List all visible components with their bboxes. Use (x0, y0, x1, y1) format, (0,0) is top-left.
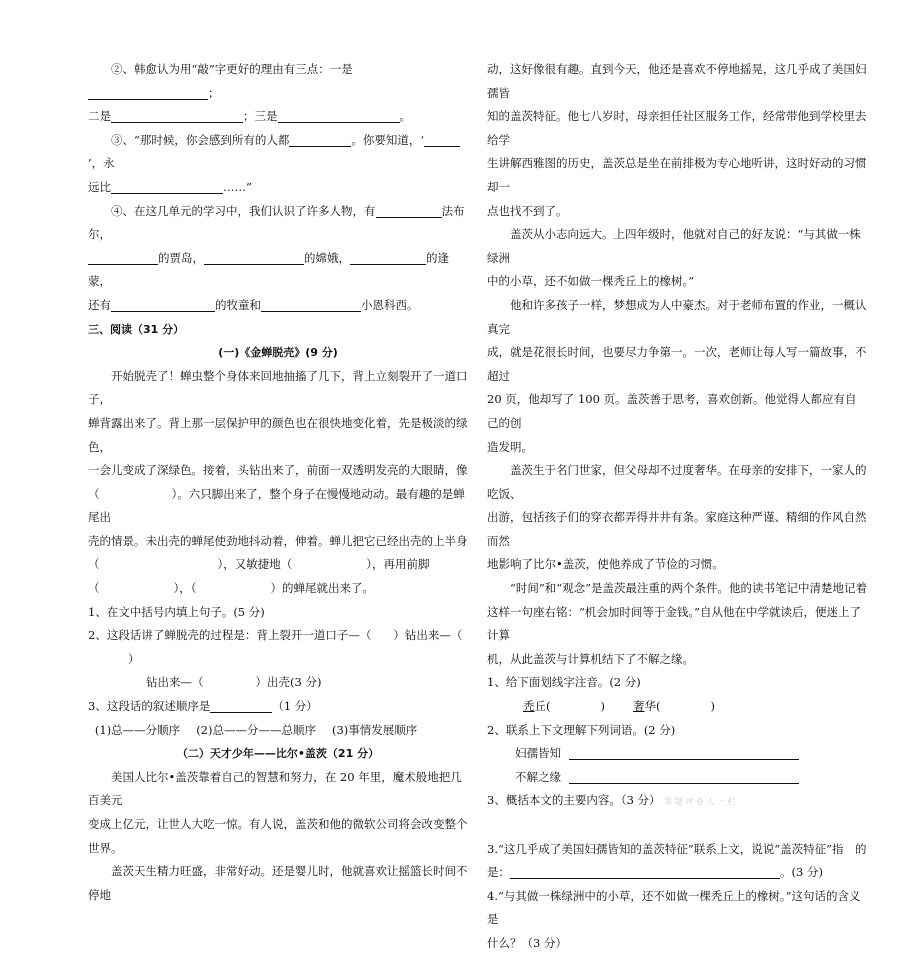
fill-paren[interactable] (204, 675, 256, 689)
passage1-line: 开始脱壳了！蝉虫整个身体来回地抽搐了几下，背上立刻裂开了一道口子， (88, 368, 468, 407)
q2-semi: ； (208, 85, 220, 100)
q3-line-2 (88, 176, 468, 200)
passage2-line: 点也找不到了。 (487, 203, 568, 218)
pinyin-row (487, 695, 867, 719)
q-text: 钻出来—（ (146, 675, 204, 690)
fill-paren[interactable] (100, 487, 172, 501)
passage1-text: ）。六只脚出来了，整个身子在慢慢地动动。最有趣的是蝉尾出 (88, 486, 465, 525)
q-text: 。(3 分) (780, 865, 823, 880)
passage2-line: 知的盖茨特征。他七八岁时，母亲担任社区服务工作，经常带他到学校里去给学 (487, 109, 867, 147)
answer-blank[interactable] (278, 108, 400, 123)
q-text: ） (128, 651, 140, 666)
p2-question-3b-2 (487, 861, 867, 885)
q4-text-d: 的嫦娥， (304, 250, 350, 265)
passage1-text: ）的蝉尾就出来了。 (270, 581, 374, 596)
passage1-text: ），（ (173, 581, 197, 596)
term-row (487, 742, 867, 766)
answer-blank[interactable] (88, 250, 158, 265)
p2-question-3b: 3.“这几乎成了美国妇孺皆知的盖茨特征”联系上文，说说“盖茨特征”指 的 (487, 841, 867, 856)
faint-watermark: 第 题 评 卷 人 一 栏 (664, 797, 736, 807)
q-text: 3、这段话的叙述顺序是 (88, 699, 211, 714)
word-2: 华( (644, 699, 661, 714)
option-2[interactable]: (2)总——分——总顺序 (196, 722, 316, 737)
underlined-char: 奢 (633, 699, 645, 714)
answer-blank[interactable] (111, 179, 223, 194)
q3-line (88, 129, 468, 176)
answer-blank[interactable] (261, 297, 361, 312)
word-1: 丘( (534, 699, 551, 714)
passage1-title: (一)《金蝉脱壳》(9 分) (218, 346, 338, 360)
passage2-line: 变成上亿元，让世人大吃一惊。有人说，盖茨和他的微软公司将会改变整个世界。 (88, 817, 468, 855)
passage1-text: ），再用前脚 (366, 557, 430, 572)
answer-blank[interactable] (88, 85, 208, 100)
answer-blank[interactable] (510, 864, 780, 879)
q4-text-e: 的逢蒙， (88, 250, 449, 289)
passage2-title: （二）天才少年——比尔•盖茨（21 分） (176, 747, 380, 761)
q-text: 是： (487, 865, 510, 880)
passage1-line: 蝉背露出来了。背上那一层保护甲的颜色也在很快地变化着，先是极淡的绿色， (88, 415, 468, 454)
fill-paren[interactable] (292, 557, 366, 571)
p2-question-3 (487, 789, 867, 814)
answer-blank[interactable] (289, 132, 351, 147)
q2-line (88, 58, 468, 105)
q-text: ）出壳(3 分) (255, 675, 322, 690)
q3-text-e: ……” (223, 179, 252, 194)
q2-two: 二是 (88, 109, 111, 124)
p1-options (88, 719, 468, 743)
q4-line-2 (88, 247, 468, 294)
fill-paren[interactable] (371, 628, 393, 642)
left-column (88, 58, 468, 907)
paren-open: （ (88, 581, 100, 596)
q2-three: ；三是 (243, 109, 278, 124)
q3-text-b: 。你要知道，‘ (351, 132, 425, 147)
q2-text: ②、韩愈认为用“敲”字更好的理由有三点：一是 (111, 62, 353, 76)
p1-question-3 (88, 695, 468, 719)
paren-open: （ (88, 557, 100, 572)
answer-blank[interactable] (111, 108, 243, 123)
p2-question-4: 4.“与其做一株绿洲中的小草，还不如做一棵秃丘上的橡树。”这句话的含义是 (487, 888, 861, 927)
q-text: （1 分） (272, 699, 318, 714)
p1-question-2 (88, 624, 468, 671)
q-text: 3、概括本文的主要内容。（3 分） (487, 793, 661, 808)
q2-end: 。 (399, 109, 411, 124)
fill-paren[interactable] (197, 581, 271, 595)
underlined-char: 秃 (523, 699, 535, 714)
term-1: 妇孺皆知 (515, 746, 561, 761)
paren-open: （ (88, 486, 100, 501)
paren-close: ) (600, 699, 605, 714)
paren-close: ) (710, 699, 715, 714)
q4-line (88, 200, 468, 247)
passage2-line: “时间”和“观念”是盖茨最注重的两个条件。他的读书笔记中清楚地记着 (510, 581, 868, 596)
answer-space[interactable] (487, 814, 867, 838)
p2-question-2: 2、联系上下文理解下列词语。(2 分) (487, 722, 676, 737)
p1-question-1: 1、在文中括号内填上句子。(5 分) (88, 604, 265, 619)
answer-line[interactable] (569, 769, 799, 784)
passage2-line: 他和许多孩子一样，梦想成为人中豪杰。对于老师布置的作业，一概认真完 (487, 297, 867, 336)
answer-blank[interactable] (111, 297, 215, 312)
passage2-line: 成，就是花很长时间，也要尽力争第一。一次，老师让每人写一篇故事，不超过 (487, 345, 867, 383)
fill-paren[interactable] (100, 581, 174, 595)
passage2-line: 盖茨天生精力旺盛，非常好动。还是婴儿时，他就喜欢让摇篮长时间不停地 (88, 864, 468, 902)
passage2-line: 机，从此盖茨与计算机结下了不解之缘。 (487, 651, 694, 666)
q4-text-h: 小恩科西。 (361, 297, 419, 312)
passage1-text: ），又敏捷地（ (217, 557, 293, 572)
passage2-line: 美国人比尔•盖茨靠着自己的智慧和努力，在 20 年里，魔术般地把几百美元 (88, 769, 462, 808)
passage1-line (88, 577, 468, 601)
q3-text-c: ’，永 (88, 156, 115, 171)
q4-text-a: ④、在这几单元的学习中，我们认识了许多人物，有 (111, 203, 376, 218)
q-text: 2、这段话讲了蝉脱壳的过程是：背上裂开一道口子—（ (88, 628, 372, 643)
passage2-line: 造发明。 (487, 439, 533, 454)
fill-paren[interactable] (88, 652, 128, 666)
q4-text-f: 还有 (88, 297, 111, 312)
passage2-line: 动，这好像很有趣。直到今天，他还是喜欢不停地摇晃，这几乎成了美国妇孺皆 (487, 62, 867, 100)
q3-text-d: 远比 (88, 179, 111, 194)
term-row (487, 766, 867, 790)
passage2-line: 地影响了比尔•盖茨，使他养成了节俭的习惯。 (487, 557, 724, 572)
passage2-line: 20 页，他却写了 100 页。盖茨善于思考，喜欢创新。他觉得人都应有自己的创 (487, 392, 857, 430)
term-2: 不解之缘 (515, 769, 561, 784)
passage1-line (88, 483, 468, 530)
q2-line-2 (88, 105, 468, 129)
fill-paren[interactable] (88, 675, 146, 689)
right-column (487, 58, 867, 956)
answer-blank[interactable] (350, 250, 426, 265)
option-1[interactable]: (1)总——分顺序 (94, 722, 181, 737)
passage2-line: 生讲解西雅图的历史，盖茨总是坐在前排极为专心地听讲，这时好动的习惯却一 (487, 156, 867, 194)
passage1-line: 一会儿变成了深绿色。接着，头钻出来了，前面一双透明发亮的大眼睛，像 (88, 463, 468, 478)
answer-blank[interactable] (376, 203, 442, 218)
q4-text-g: 的牧童和 (215, 297, 261, 312)
option-3[interactable]: (3)事情发展顺序 (331, 722, 418, 737)
q4-text-c: 的贾岛， (158, 250, 204, 265)
q4-text-b: 法布尔， (88, 203, 465, 242)
answer-line[interactable] (569, 745, 799, 760)
q3-text-a: ③、“那时候，你会感到所有的人都 (111, 132, 290, 147)
passage2-line: 中的小草，还不如做一棵秃丘上的橡树。” (487, 274, 695, 289)
passage2-line: 盖茨从小志向远大。上四年级时，他就对自己的好友说：“与其做一株绿洲 (487, 227, 861, 265)
passage1-line (88, 553, 468, 577)
answer-blank[interactable] (210, 698, 272, 713)
passage2-line: 盖茨生于名门世家，但父母却不过度奢华。在母亲的安排下，一家人的吃饭、 (487, 463, 867, 501)
section3-heading: 三、阅读（31 分） (88, 322, 185, 336)
passage2-line: 这样一句座右铭：“机会加时间等于金钱。”自从他在中学就读后，便迷上了计算 (487, 604, 862, 643)
fill-paren[interactable] (100, 557, 218, 571)
p2-question-1: 1、给下面划线字注音。(2 分) (487, 675, 641, 690)
q4-line-3 (88, 294, 468, 318)
passage2-line: 出游，包括孩子们的穿衣都弄得井井有条。家庭这种严谨、精细的作风自然而然 (487, 510, 867, 548)
answer-blank[interactable] (204, 250, 304, 265)
answer-blank[interactable] (424, 132, 460, 147)
passage1-line: 壳的情景。未出壳的蝉尾使劲地抖动着，伸着。蝉儿把它已经出壳的上半身 (88, 533, 468, 548)
q-text: ）钻出来—（ (393, 628, 463, 643)
p1-question-2b (88, 671, 468, 695)
p2-question-4b: 什么？（3 分） (487, 935, 567, 950)
